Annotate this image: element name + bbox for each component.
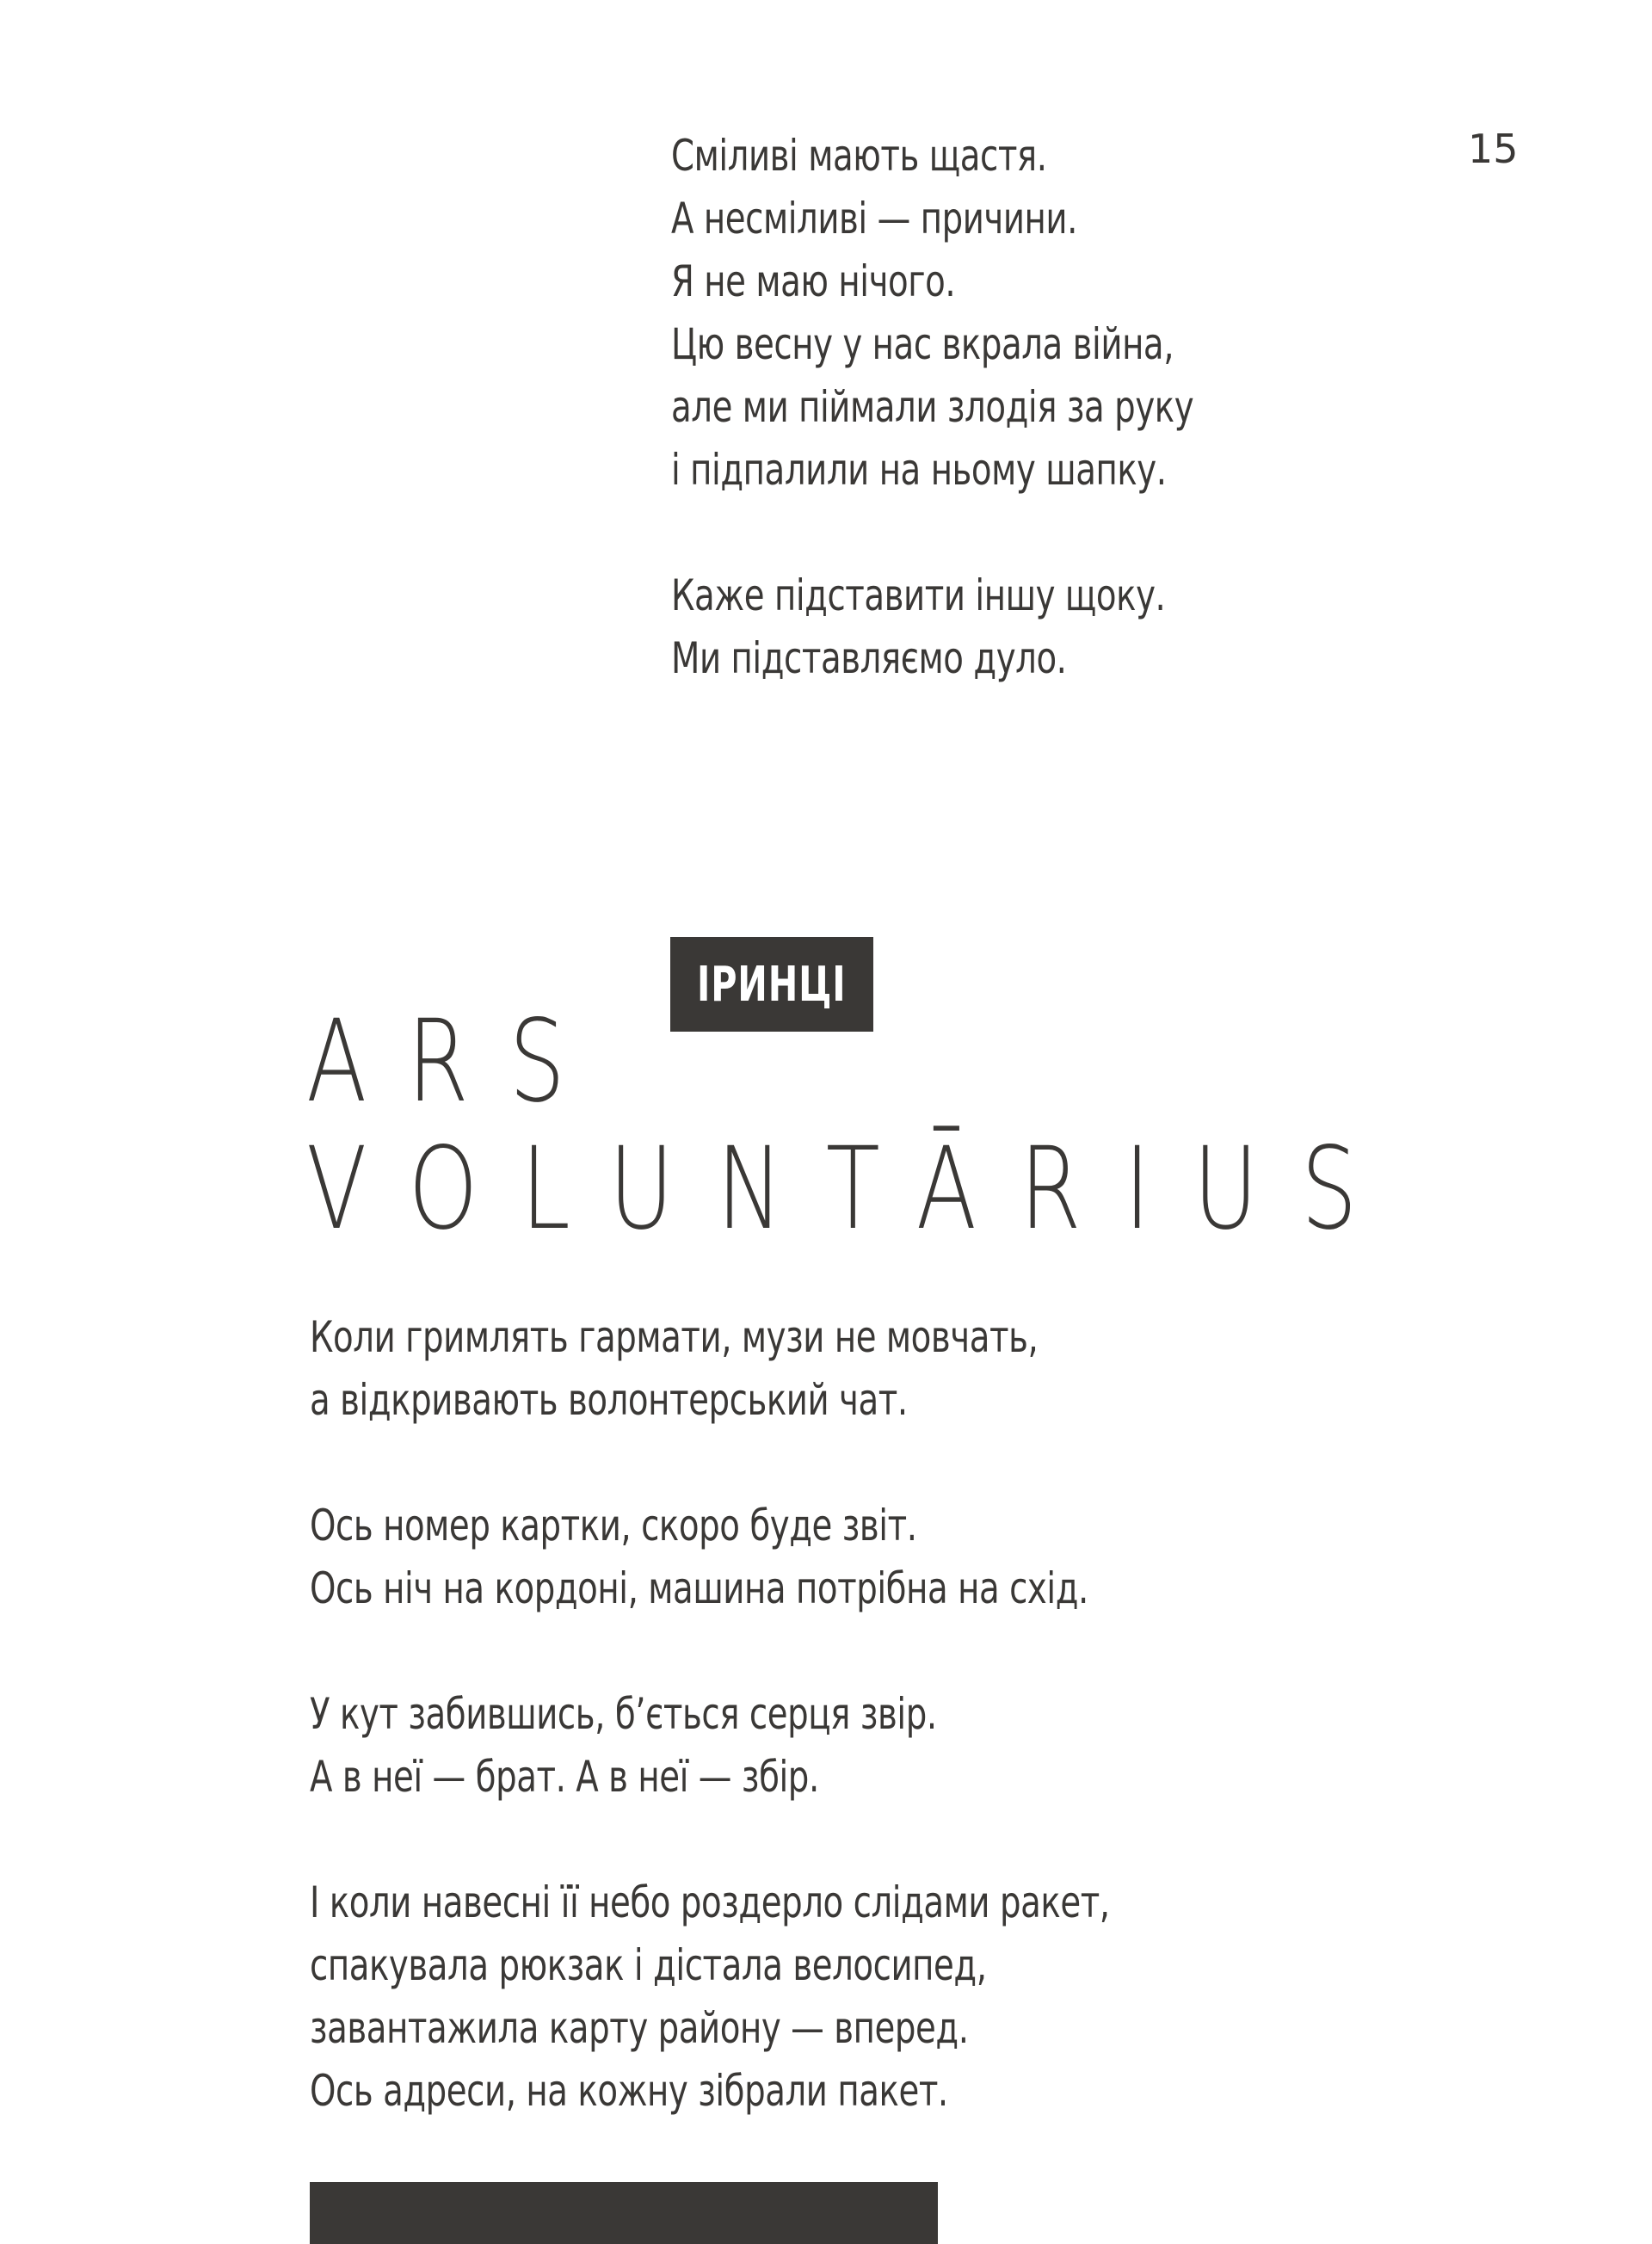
dedication-label — [670, 937, 873, 1032]
poem-line: А в неї — брат. А в неї — збір. — [310, 1752, 819, 1802]
top-poem-stanza-1 — [671, 125, 1279, 502]
poem-line: У кут забившись, б’ється серця звір. — [310, 1689, 937, 1739]
poem-line: Цю весну у нас вкрала війна, — [671, 319, 1174, 369]
poem-line: завантажила карту району — вперед. — [310, 2003, 969, 2053]
title-text: VOLUNTĀRIUS — [306, 1123, 1401, 1255]
poem-line: Ось адреси, на кожну зібрали пакет. — [310, 2066, 948, 2116]
poem-title-line-1 — [306, 996, 690, 1128]
page-number: 15 — [1468, 126, 1519, 172]
poem-line: Коли гримлять гармати, музи не мовчать, — [310, 1312, 1039, 1362]
poem-line: і підпалили на ньому шапку. — [671, 445, 1167, 495]
poem-line: Сміливі мають щастя. — [671, 131, 1047, 181]
poem-line: Ось номер картки, скоро буде звіт. — [310, 1501, 917, 1550]
section-divider-block — [310, 2182, 938, 2244]
top-poem-stanza-2 — [671, 564, 1246, 690]
poem-line: але ми піймали злодія за руку — [671, 382, 1194, 432]
poem-line: спакувала рюкзак і дістала велосипед, — [310, 1940, 987, 1990]
poem-line: Каже підставити іншу щоку. — [671, 570, 1166, 620]
poem-line: Ми підставляємо дуло. — [671, 633, 1067, 683]
poem-line: І коли навесні її небо роздерло слідами ракет, — [310, 1877, 1110, 1927]
poem-line: А несміливі — причини. — [671, 194, 1077, 244]
dedication-text: ІРИНЦІ — [697, 956, 847, 1013]
poem-stanza-3 — [310, 1683, 1039, 1809]
poem-stanza-2 — [310, 1495, 1215, 1620]
poem-title-line-2 — [306, 1123, 1652, 1255]
poem-line: Ось ніч на кордоні, машина потрібна на схід. — [310, 1563, 1088, 1613]
poem-stanza-1 — [310, 1306, 1156, 1432]
poem-line: Я не маю нічого. — [671, 256, 956, 306]
poem-stanza-4 — [310, 1871, 1240, 2123]
title-text: ARS — [306, 996, 606, 1128]
poem-line: а відкривають волонтерський чат. — [310, 1375, 908, 1425]
